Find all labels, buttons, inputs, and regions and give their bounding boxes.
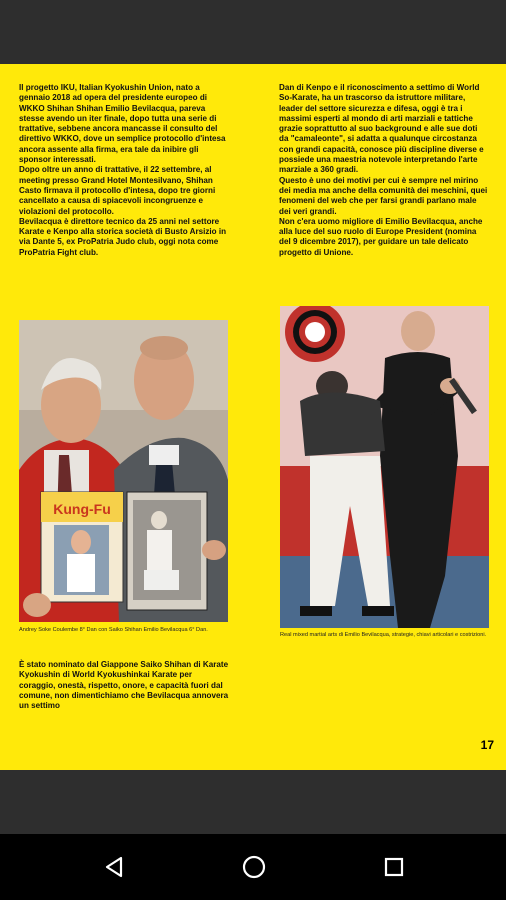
left-paragraph-2: Dopo oltre un anno di trattative, il 22 settembre, al meeting presso Grand Hotel Montesilvano, Shihan Casto firmava il protocollo d'intesa, dopo tre giorni cancellato a causa di spiacevoli incongruenze e violazioni del protocollo. xyxy=(19,165,216,216)
left-paragraph-1: Il progetto IKU, Italian Kyokushin Union, nato a gennaio 2018 ad opera del presidente europeo di WKKO Shihan Shihan Emilio Bevilacqua, pareva stesse avendo un iter finale, dopo tutta una serie di trattative, sebbene ancora mancasse il consulto del direttivo WKKO, dove un semplice protocollo d'intesa ancora assente alla firma, era tale da inibire gli sponsor interessati. xyxy=(19,83,226,165)
top-bar xyxy=(0,0,506,64)
photo-martial-arts xyxy=(280,306,489,628)
right-paragraph-3: Non c'era uomo migliore di Emilio Bevilacqua, anche alla luce del suo ruolo di Europe President (nomina del 9 dicembre 2017), per guidare un tale delicato progetto di Unione. xyxy=(279,216,483,257)
page-number: 17 xyxy=(480,738,494,752)
triangle-back-icon xyxy=(102,855,126,879)
caption-left: Andrey Soke Coulembe 8° Dan con Saiko Shihan Emilio Bevilacqua 6° Dan. xyxy=(19,627,208,633)
back-button[interactable] xyxy=(98,851,130,883)
left-bottom-paragraph: È stato nominato dal Giappone Saiko Shihan di Karate Kyokushin di World Kyokushinkai Karate per coraggio, onestà, rispetto, onore, e capacità fuori dal comune, non dimentichiamo che Bevilacqua annovera un settimo xyxy=(19,660,229,711)
circle-home-icon xyxy=(241,854,267,880)
navigation-bar xyxy=(0,834,506,900)
left-paragraph-3: Bevilacqua è direttore tecnico da 25 anni nel settore Karate e Kenpo alla storica società di Busto Arsizio in via Dante 5, ex ProPatria Judo club, oggi nota come ProPatria Fight club. xyxy=(19,216,227,257)
magazine-cover-title: Kung-Fu xyxy=(53,501,111,517)
square-recent-icon xyxy=(382,855,406,879)
right-column xyxy=(279,83,489,258)
right-paragraph-2: Questo è uno dei motivi per cui è sempre nel mirino dei media ma anche della comunità dei meschini, quei fenomeni del web che per farsi grandi parlano male dei veri grandi. xyxy=(279,175,488,216)
left-column xyxy=(19,83,229,258)
right-paragraph-1: Dan di Kenpo e il riconoscimento a settimo di World So-Karate, ha un trascorso da istruttore militare, leader del settore sicurezza e difesa, oggi è tra i massimi esperti al mondo di arti marziali e tattiche grazie soprattutto al suo background e alle sue doti da "camaleonte", si adatta a qualunque circostanza con grandi capacità, conosce più discipline diverse e possiede una maestria notevole interpretando l'arte marziale a 360 gradi. xyxy=(279,83,484,175)
bottom-frame xyxy=(0,770,506,834)
photo-two-masters xyxy=(19,320,228,622)
caption-right: Real mixed martial arts di Emilio Bevilacqua, strategie, chiavi articolari e costrizioni. xyxy=(280,632,487,638)
home-button[interactable] xyxy=(238,851,270,883)
recent-apps-button[interactable] xyxy=(378,851,410,883)
magazine-page[interactable] xyxy=(0,64,506,770)
